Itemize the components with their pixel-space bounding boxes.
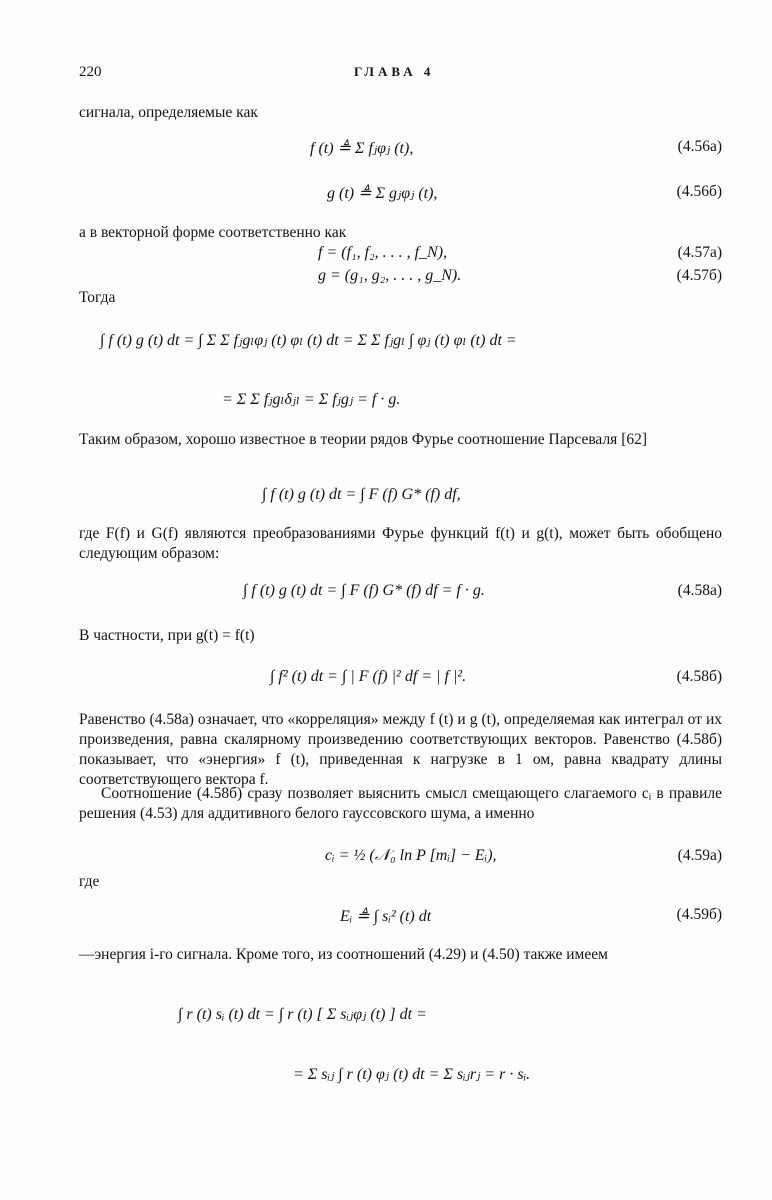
equation-number: (4.57б) — [676, 267, 722, 284]
equation-body: cᵢ = ½ (𝒩₀ ln P [mᵢ] − Eᵢ), — [325, 847, 497, 864]
equation-body: ∫ f (t) g (t) dt = ∫ F (f) G* (f) df = f · g. — [243, 582, 485, 599]
equation-body: g = (g₁, g₂, . . . , g_N). — [318, 267, 462, 284]
equation-body: ∫ f² (t) dt = ∫ | F (f) |² df = | f |². — [270, 668, 467, 685]
paragraph: Соотношение (4.58б) сразу позволяет выяснить смысл смещающего слагаемого cᵢ в правиле решения (4.53) для аддитивного белого гауссовского шума, а именно — [79, 785, 722, 822]
paragraph: где — [79, 873, 100, 890]
equation-number: (4.56б) — [676, 183, 722, 200]
equation-line: = Σ Σ fⱼgₗδⱼₗ = Σ fⱼgⱼ = f · g. — [222, 391, 401, 408]
equation-number: (4.58б) — [676, 668, 722, 685]
paragraph: где F(f) и G(f) являются преобразованиями Фурье функций f(t) и g(t), может быть обобщено следующим образом: — [79, 525, 722, 562]
equation-body: g (t) ≜ Σ gⱼφⱼ (t), — [327, 185, 438, 202]
equation-body: Eᵢ ≜ ∫ sᵢ² (t) dt — [340, 908, 432, 925]
paragraph: а в векторной форме соответственно как — [79, 224, 347, 241]
equation-body: f (t) ≜ Σ fⱼφⱼ (t), — [310, 140, 414, 157]
chapter-heading: ГЛАВА 4 — [354, 64, 435, 79]
equation-parseval: ∫ f (t) g (t) dt = ∫ F (f) G* (f) df, — [262, 486, 461, 503]
equation-body: f = (f₁, f₂, . . . , f_N), — [318, 244, 448, 261]
equation-number: (4.59а) — [677, 847, 722, 864]
page-number: 220 — [79, 64, 102, 80]
equation-number: (4.57а) — [677, 244, 722, 261]
paragraph: Тогда — [79, 289, 116, 306]
paragraph: В частности, при g(t) = f(t) — [79, 627, 255, 644]
equation-number: (4.58а) — [677, 582, 722, 599]
paragraph: сигнала, определяемые как — [79, 104, 258, 121]
equation-line: = Σ sᵢⱼ ∫ r (t) φⱼ (t) dt = Σ sᵢⱼrⱼ = r · sᵢ. — [293, 1066, 531, 1083]
equation-line: ∫ f (t) g (t) dt = ∫ Σ Σ fⱼgₗφⱼ (t) φₗ (t) dt = Σ Σ fⱼgₗ ∫ φⱼ (t) φₗ (t) dt = — [100, 332, 517, 349]
equation-line: ∫ r (t) sᵢ (t) dt = ∫ r (t) [ Σ sᵢⱼφⱼ (t) ] dt = — [178, 1006, 427, 1023]
equation-number: (4.59б) — [676, 906, 722, 923]
equation-number: (4.56а) — [677, 138, 722, 155]
paragraph: Равенство (4.58а) означает, что «корреляция» между f (t) и g (t), определяемая как интеграл от их произведения, равна скалярному произведению соответствующих векторов. Равенство (4.58б) показывает, что «энергия» f (t), приведенная к нагрузке в 1 ом, равна квадрату длины соответствующего вектора f. — [79, 711, 722, 788]
paragraph: Таким образом, хорошо известное в теории рядов Фурье соотношение Парсеваля [62] — [79, 431, 648, 448]
paragraph: —энергия i-го сигнала. Кроме того, из соотношений (4.29) и (4.50) также имеем — [79, 946, 608, 963]
